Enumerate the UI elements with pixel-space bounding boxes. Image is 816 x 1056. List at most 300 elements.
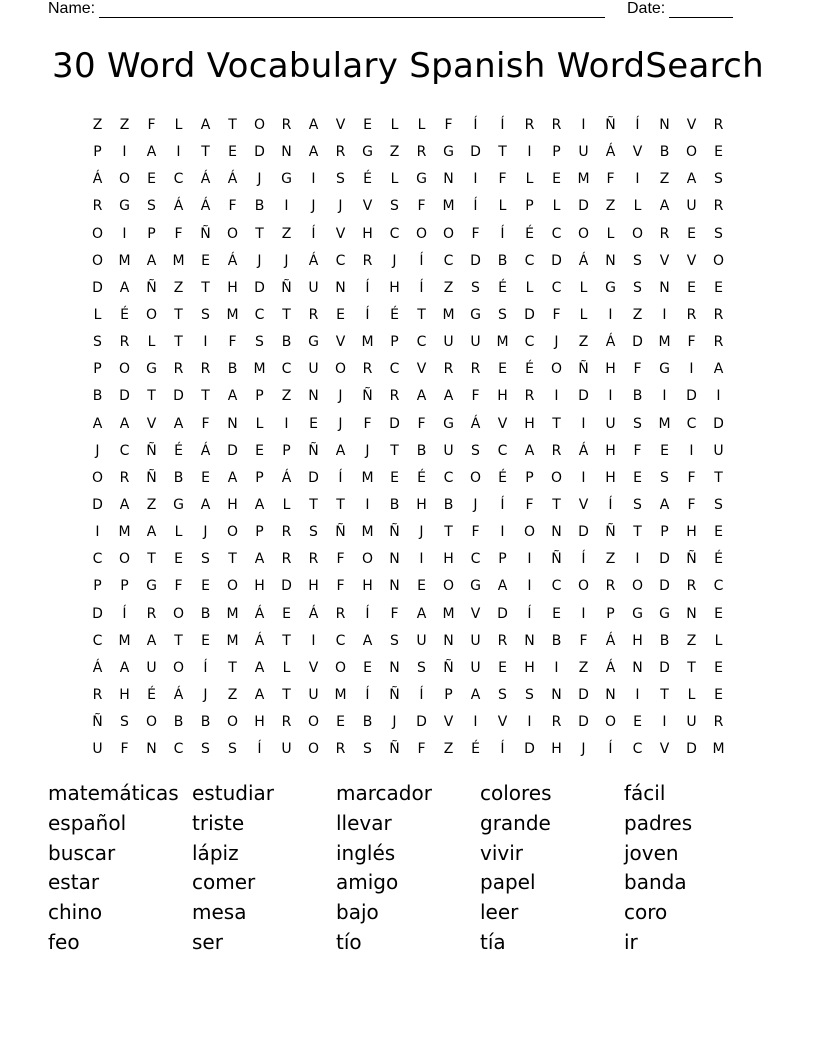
grid-letter: O [334, 361, 347, 378]
grid-letter: R [119, 334, 130, 351]
grid-letter: P [390, 334, 399, 351]
grid-letter: F [687, 469, 696, 486]
grid-letter: V [335, 334, 346, 351]
grid-letter: G [443, 415, 454, 432]
grid-letter: Ñ [92, 714, 103, 731]
grid-letter: Í [365, 279, 370, 296]
grid-letter: Z [281, 388, 292, 405]
grid-letter: O [226, 578, 239, 595]
grid-letter: Í [473, 198, 478, 215]
grid-letter: H [524, 415, 535, 432]
grid-letter: D [713, 415, 724, 432]
grid-letter: A [227, 388, 238, 405]
grid-letter: M [361, 469, 374, 486]
grid-letter: E [147, 171, 156, 188]
grid-letter: D [578, 714, 589, 731]
grid-letter: H [443, 551, 454, 568]
grid-letter: S [471, 442, 480, 459]
grid-letter: C [389, 361, 400, 378]
grid-letter: A [146, 144, 157, 161]
grid-row [84, 248, 732, 275]
word-list-item: comer [192, 870, 256, 895]
grid-letter: H [416, 496, 427, 513]
grid-letter: Í [473, 117, 478, 133]
grid-letter: B [443, 496, 454, 513]
grid-letter: F [147, 117, 156, 133]
grid-letter: S [633, 279, 642, 296]
grid-letter: P [93, 578, 102, 595]
grid-letter: É [120, 306, 129, 323]
grid-letter: I [527, 714, 532, 731]
grid-letter: E [255, 442, 264, 459]
grid-letter: É [174, 442, 183, 459]
grid-letter: E [309, 415, 318, 432]
grid-letter: E [714, 659, 723, 676]
grid-row [84, 356, 732, 383]
grid-letter: U [686, 198, 697, 215]
grid-row [84, 736, 732, 763]
grid-letter: G [605, 279, 616, 296]
word-list-item: matemáticas [48, 781, 179, 805]
grid-letter: T [201, 279, 210, 296]
grid-letter: J [338, 198, 343, 215]
grid-letter: O [334, 659, 347, 676]
grid-letter: I [581, 469, 586, 486]
grid-letter: C [281, 361, 292, 378]
grid-letter: D [524, 741, 535, 758]
grid-letter: D [389, 415, 400, 432]
grid-letter: P [147, 225, 156, 242]
grid-letter: S [201, 741, 210, 758]
grid-letter: T [174, 306, 183, 323]
grid-letter: Á [227, 252, 238, 269]
grid-letter: M [658, 334, 671, 351]
grid-letter: M [172, 252, 185, 269]
grid-row [84, 166, 732, 193]
grid-letter: C [551, 279, 562, 296]
grid-letter: G [416, 171, 427, 188]
grid-letter: V [443, 714, 454, 731]
grid-letter: C [470, 551, 481, 568]
grid-letter: D [92, 496, 103, 513]
grid-letter: M [361, 334, 374, 351]
grid-letter: Ñ [389, 524, 400, 541]
grid-letter: T [282, 686, 291, 703]
grid-letter: M [658, 415, 671, 432]
grid-letter: I [176, 144, 181, 161]
grid-letter: S [525, 686, 534, 703]
grid-letter: O [226, 714, 239, 731]
grid-row [84, 492, 732, 519]
grid-letter: G [659, 605, 670, 622]
grid-letter: Í [338, 469, 343, 486]
grid-letter: Í [365, 605, 370, 622]
grid-letter: J [203, 524, 208, 541]
grid-letter: J [473, 496, 478, 513]
grid-letter: L [174, 524, 183, 541]
grid-letter: O [523, 524, 536, 541]
grid-letter: S [633, 415, 642, 432]
grid-letter: M [442, 306, 455, 323]
grid-letter: Á [605, 659, 616, 676]
grid-letter: U [605, 415, 616, 432]
grid-letter: N [389, 578, 400, 595]
grid-letter: F [174, 225, 183, 242]
grid-letter: D [92, 605, 103, 622]
grid-letter: P [120, 578, 129, 595]
grid-letter: I [662, 714, 667, 731]
grid-letter: V [578, 496, 589, 513]
word-list-item: feo [48, 929, 80, 954]
grid-letter: O [307, 741, 320, 758]
grid-letter: R [713, 306, 724, 323]
grid-letter: O [577, 578, 590, 595]
grid-letter: Á [92, 659, 103, 676]
grid-letter: P [660, 524, 669, 541]
grid-letter: O [577, 225, 590, 242]
grid-letter: A [254, 686, 265, 703]
grid-letter: T [309, 496, 318, 513]
grid-letter: F [687, 496, 696, 513]
grid-letter: U [686, 714, 697, 731]
grid-letter: U [308, 279, 319, 296]
grid-letter: O [631, 225, 644, 242]
grid-letter: Ñ [686, 551, 697, 568]
grid-letter: S [498, 686, 507, 703]
grid-letter: Í [608, 741, 613, 758]
grid-letter: Í [365, 686, 370, 703]
word-list-item: padres [624, 810, 693, 835]
grid-letter: V [416, 361, 427, 378]
grid-letter: G [308, 334, 319, 351]
grid-letter: N [227, 415, 238, 432]
grid-letter: O [118, 171, 131, 188]
grid-letter: D [632, 334, 643, 351]
grid-row [84, 709, 732, 736]
grid-row [84, 139, 732, 166]
grid-letter: T [687, 659, 696, 676]
grid-letter: H [605, 442, 616, 459]
grid-letter: F [363, 415, 372, 432]
grid-letter: R [551, 442, 562, 459]
grid-letter: F [552, 306, 561, 323]
grid-letter: H [551, 741, 562, 758]
grid-letter: V [362, 198, 373, 215]
grid-letter: H [605, 361, 616, 378]
worksheet-header [48, 0, 748, 20]
grid-letter: Á [200, 442, 211, 459]
grid-letter: G [659, 361, 670, 378]
grid-letter: J [284, 252, 289, 269]
grid-letter: Z [686, 632, 697, 649]
grid-letter: P [498, 551, 507, 568]
grid-letter: B [92, 388, 103, 405]
grid-letter: F [228, 198, 237, 215]
grid-letter: Í [311, 225, 316, 242]
grid-letter: J [95, 442, 100, 459]
grid-letter: H [308, 578, 319, 595]
grid-letter: M [118, 252, 131, 269]
grid-letter: M [712, 741, 725, 758]
grid-letter: I [581, 117, 586, 133]
grid-letter: I [554, 388, 559, 405]
grid-letter: B [659, 632, 670, 649]
grid-letter: O [145, 714, 158, 731]
grid-letter: D [119, 388, 130, 405]
grid-letter: U [713, 442, 724, 459]
grid-row [84, 411, 732, 438]
grid-letter: H [605, 469, 616, 486]
grid-letter: J [338, 388, 343, 405]
grid-letter: E [660, 442, 669, 459]
grid-letter: I [284, 415, 289, 432]
grid-letter: R [362, 361, 373, 378]
grid-letter: F [201, 415, 210, 432]
grid-letter: M [577, 171, 590, 188]
grid-letter: J [554, 334, 559, 351]
grid-letter: F [417, 741, 426, 758]
grid-letter: T [417, 306, 426, 323]
grid-letter: U [443, 442, 454, 459]
grid-letter: L [417, 117, 426, 133]
grid-letter: N [308, 388, 319, 405]
grid-letter: F [174, 578, 183, 595]
grid-letter: I [311, 171, 316, 188]
grid-letter: Á [254, 605, 265, 622]
grid-letter: S [336, 171, 345, 188]
grid-letter: B [200, 714, 211, 731]
grid-letter: H [632, 632, 643, 649]
grid-letter: R [335, 741, 346, 758]
grid-letter: E [498, 361, 507, 378]
grid-letter: L [579, 279, 588, 296]
grid-letter: T [201, 144, 210, 161]
grid-letter: B [254, 198, 265, 215]
grid-letter: V [470, 605, 481, 622]
grid-letter: I [662, 388, 667, 405]
grid-letter: O [91, 225, 104, 242]
grid-letter: Ñ [146, 279, 157, 296]
grid-letter: A [146, 632, 157, 649]
grid-letter: C [443, 469, 454, 486]
word-list-item: joven [624, 840, 679, 865]
grid-letter: Á [173, 686, 184, 703]
grid-letter: R [686, 578, 697, 595]
grid-letter: T [228, 117, 237, 133]
grid-letter: B [200, 605, 211, 622]
grid-letter: N [281, 144, 292, 161]
grid-letter: S [390, 198, 399, 215]
grid-letter: I [527, 144, 532, 161]
grid-letter: H [389, 279, 400, 296]
grid-letter: P [255, 524, 264, 541]
grid-letter: J [257, 171, 262, 188]
grid-letter: U [470, 632, 481, 649]
grid-letter: O [469, 469, 482, 486]
grid-letter: A [254, 496, 265, 513]
grid-letter: T [660, 686, 669, 703]
grid-letter: D [254, 144, 265, 161]
name-field[interactable] [48, 0, 605, 18]
grid-letter: I [365, 496, 370, 513]
grid-letter: B [389, 496, 400, 513]
grid-letter: E [633, 469, 642, 486]
grid-letter: A [713, 361, 724, 378]
grid-row [84, 682, 732, 709]
grid-letter: C [254, 306, 265, 323]
grid-letter: C [335, 252, 346, 269]
grid-letter: A [659, 496, 670, 513]
grid-letter: R [524, 388, 535, 405]
grid-letter: É [390, 306, 399, 323]
grid-letter: M [226, 306, 239, 323]
grid-letter: D [470, 252, 481, 269]
grid-letter: A [92, 415, 103, 432]
word-list [48, 779, 768, 958]
grid-letter: B [281, 334, 292, 351]
grid-letter: A [200, 496, 211, 513]
grid-letter: N [551, 524, 562, 541]
grid-letter: L [498, 198, 507, 215]
grid-row [84, 519, 732, 546]
grid-letter: G [632, 605, 643, 622]
grid-letter: R [713, 714, 724, 731]
grid-letter: R [281, 524, 292, 541]
grid-letter: D [416, 714, 427, 731]
grid-letter: F [633, 442, 642, 459]
grid-letter: E [201, 252, 210, 269]
grid-letter: O [550, 469, 563, 486]
grid-row [84, 601, 732, 628]
grid-letter: U [308, 686, 319, 703]
grid-letter: C [497, 442, 508, 459]
grid-letter: F [471, 388, 480, 405]
grid-letter: L [525, 279, 534, 296]
date-blank-line[interactable] [669, 3, 733, 18]
grid-letter: F [525, 496, 534, 513]
word-list-item: tía [480, 929, 506, 954]
grid-letter: Ñ [605, 117, 616, 133]
grid-letter: J [311, 198, 316, 215]
grid-letter: A [335, 442, 346, 459]
grid-letter: T [336, 496, 345, 513]
grid-row [84, 383, 732, 410]
grid-letter: D [686, 741, 697, 758]
word-list-item: estar [48, 870, 100, 895]
grid-letter: Í [500, 496, 505, 513]
grid-letter: R [362, 252, 373, 269]
grid-letter: Á [200, 198, 211, 215]
grid-letter: F [633, 361, 642, 378]
grid-letter: R [416, 144, 427, 161]
word-list-item: coro [624, 900, 668, 925]
grid-letter: C [92, 551, 103, 568]
grid-letter: U [416, 632, 427, 649]
grid-letter: F [228, 334, 237, 351]
grid-letter: E [363, 659, 372, 676]
grid-letter: S [471, 279, 480, 296]
grid-letter: R [605, 578, 616, 595]
word-list-item: tío [336, 929, 362, 954]
grid-row [84, 329, 732, 356]
grid-letter: F [390, 605, 399, 622]
grid-letter: M [496, 334, 509, 351]
grid-letter: I [473, 171, 478, 188]
grid-letter: Z [632, 306, 643, 323]
grid-letter: N [659, 279, 670, 296]
grid-letter: L [579, 306, 588, 323]
date-field[interactable] [627, 0, 733, 18]
grid-letter: E [201, 469, 210, 486]
grid-letter: O [226, 225, 239, 242]
grid-letter: A [173, 415, 184, 432]
grid-letter: N [524, 632, 535, 649]
grid-letter: Z [281, 225, 292, 242]
word-list-item: triste [192, 810, 245, 835]
grid-letter: B [173, 714, 184, 731]
grid-letter: C [443, 252, 454, 269]
grid-letter: B [659, 144, 670, 161]
grid-letter: M [442, 605, 455, 622]
grid-letter: L [633, 198, 642, 215]
grid-letter: O [91, 252, 104, 269]
grid-letter: O [307, 714, 320, 731]
grid-letter: Ñ [281, 279, 292, 296]
grid-letter: R [308, 306, 319, 323]
grid-row [84, 573, 732, 600]
grid-letter: D [497, 605, 508, 622]
grid-letter: B [551, 632, 562, 649]
grid-letter: R [281, 551, 292, 568]
grid-letter: J [419, 524, 424, 541]
grid-letter: O [172, 605, 185, 622]
grid-letter: F [120, 741, 129, 758]
grid-letter: V [659, 252, 670, 269]
grid-letter: G [470, 306, 481, 323]
grid-letter: E [714, 279, 723, 296]
grid-letter: S [201, 551, 210, 568]
word-list-item: bajo [336, 900, 379, 925]
grid-letter: D [578, 524, 589, 541]
word-list-item: marcador [336, 781, 432, 805]
grid-letter: G [146, 578, 157, 595]
grid-letter: E [363, 117, 372, 133]
grid-letter: H [524, 659, 535, 676]
name-blank-line[interactable] [99, 3, 605, 18]
grid-letter: C [632, 741, 643, 758]
grid-letter: E [336, 714, 345, 731]
grid-letter: G [470, 578, 481, 595]
grid-letter: R [146, 605, 157, 622]
grid-letter: L [714, 632, 723, 649]
grid-letter: T [552, 415, 561, 432]
grid-letter: Ñ [362, 388, 373, 405]
grid-letter: G [281, 171, 292, 188]
grid-letter: C [335, 632, 346, 649]
page-title: 30 Word Vocabulary Spanish WordSearch [52, 46, 764, 86]
grid-letter: C [686, 415, 697, 432]
grid-letter: Í [203, 659, 208, 676]
grid-letter: É [471, 741, 480, 758]
grid-letter: R [281, 117, 292, 133]
letter-grid [84, 112, 732, 763]
grid-letter: N [443, 171, 454, 188]
grid-letter: C [524, 252, 535, 269]
grid-letter: V [497, 415, 508, 432]
grid-letter: E [390, 469, 399, 486]
grid-letter: Z [443, 279, 454, 296]
grid-letter: Á [578, 252, 589, 269]
